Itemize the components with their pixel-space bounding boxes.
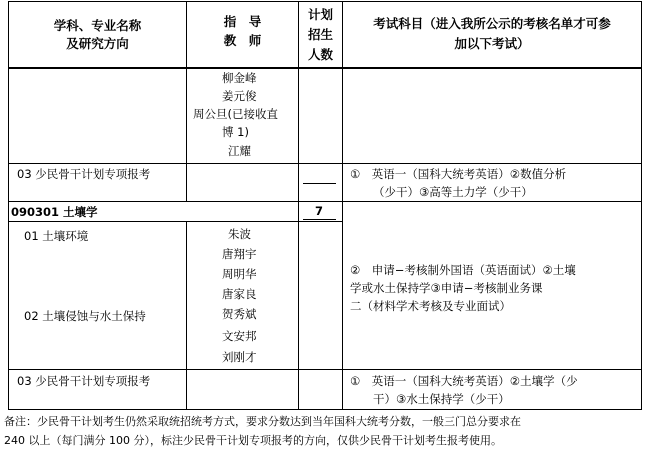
advisor-name: 柳金峰: [222, 71, 257, 85]
table-left-border: [8, 1, 9, 410]
direction-item: 01 土壤环境: [24, 229, 89, 243]
direction-special-2: 03 少民骨干计划专项报考: [17, 374, 151, 388]
header-exam-line2: 加以下考试）: [454, 36, 530, 51]
quota-blank-line: [303, 183, 336, 184]
advisor-name: 唐翔宇: [222, 247, 257, 261]
advisor-name: 文安邦: [222, 329, 257, 343]
column-divider: [342, 1, 343, 410]
advisor-name: 周明华: [222, 267, 257, 281]
advisor-name: 贺秀斌: [222, 307, 257, 321]
advisor-name: 姜元俊: [222, 89, 257, 103]
header-subject-line2: 及研究方向: [66, 36, 129, 51]
advisor-name: 唐家良: [222, 287, 257, 301]
major-quota: 7: [314, 204, 323, 218]
header-advisor-line2: 教 师: [223, 33, 262, 48]
advisor-name: 博 1): [222, 125, 249, 139]
header-quota-line2: 招生: [307, 27, 333, 42]
table-right-border: [641, 1, 642, 410]
header-advisor-line1: 指 导: [223, 14, 262, 29]
exam-special-2-line2: 干）③水土保持学（少干）: [373, 392, 510, 406]
row-divider: [8, 221, 342, 222]
exam-special-1-line1: ① 英语一（国科大统考英语）②数值分析: [350, 167, 567, 181]
advisor-name: 朱波: [228, 227, 251, 241]
footnote-line1: 备注：少民骨干计划考生仍然采取统招统考方式，要求分数达到当年国科大统考分数，一般三门总分要求在: [4, 415, 521, 428]
advisor-name: 江耀: [228, 144, 251, 158]
exam-main-line3: 二（材料学术考核及专业面试）: [350, 299, 511, 313]
quota-underline: [303, 219, 336, 220]
exam-main-line2: 学或水土保持学③申请−考核制业务课: [350, 281, 543, 295]
header-subject-line1: 学科、专业名称: [53, 18, 142, 33]
footnote-line2: 240 以上（每门满分 100 分），标注少民骨干计划专项报考的方向，仅供少民骨干计划考生报考使用。: [4, 434, 502, 447]
row-divider: [8, 369, 642, 370]
exam-special-2-line1: ① 英语一（国科大统考英语）②土壤学（少: [350, 374, 578, 388]
major-name: 090301 土壤学: [11, 205, 98, 219]
table-top-border: [8, 1, 642, 2]
row-divider: [8, 201, 642, 202]
header-exam-line1: 考试科目（进入我所公示的考核名单才可参: [373, 16, 611, 31]
exam-main-line1: ② 申请−考核制外国语（英语面试）②土壤: [350, 263, 576, 277]
advisor-name: 刘刚才: [222, 350, 257, 364]
row-divider: [8, 163, 642, 164]
column-divider: [186, 221, 187, 410]
header-quota-line1: 计划: [307, 7, 333, 22]
direction-special-1: 03 少民骨干计划专项报考: [17, 167, 151, 181]
direction-item: 02 土壤侵蚀与水土保持: [24, 309, 146, 323]
advisor-name: 周公旦(已接收直: [193, 107, 278, 121]
header-bottom-border: [8, 67, 642, 69]
exam-special-1-line2: （少干）③高等土力学（少干）: [373, 185, 533, 199]
header-quota-line3: 人数: [307, 47, 333, 62]
table-bottom-border: [8, 409, 642, 410]
